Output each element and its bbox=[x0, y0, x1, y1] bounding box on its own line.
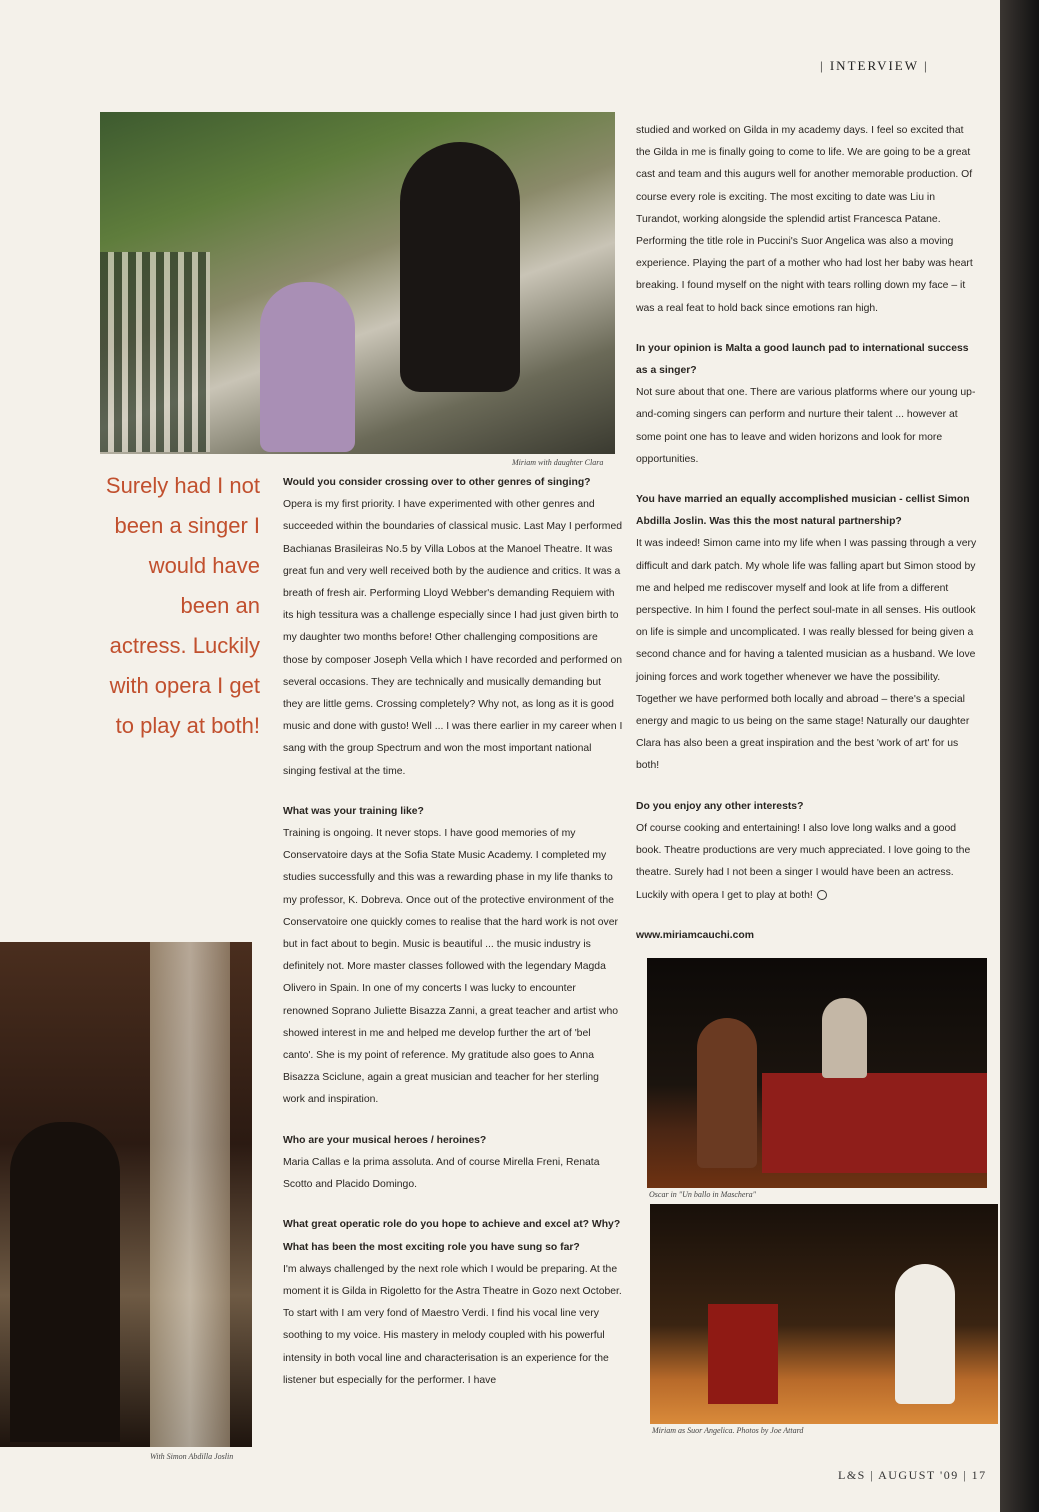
figure-singer bbox=[697, 1018, 757, 1168]
qa-block bbox=[283, 1130, 623, 1197]
photo-caption-opera1: Oscar in "Un ballo in Maschera" bbox=[649, 1190, 756, 1199]
answer: It was indeed! Simon came into my life when I was passing through a very difficult and dark patch. My whole life was falling apart but Simon stood by me and helped me rediscover myself and look at life from a different perspective. In him I found the perfect soul-mate in all senses. His outlook on life is simple and uncomplicated. I was really blessed for being given a second chance and for having a talented musician as a husband. We love joining forces and work together whenever we have the possibility. Together we have performed both locally and abroad – there's a special energy and magic to us being on the same stage! Naturally our daughter Clara has also been a great inspiration and the best 'work of art' for us both! bbox=[636, 538, 977, 772]
figure-singer bbox=[822, 998, 867, 1078]
end-mark-icon bbox=[817, 890, 827, 900]
qa-block bbox=[283, 1214, 623, 1392]
page-footer: L&S | AUGUST '09 | 17 bbox=[838, 1468, 987, 1482]
photo-opera-ballo bbox=[647, 958, 987, 1188]
question: Would you consider crossing over to other genres of singing? bbox=[283, 477, 591, 488]
article-column-middle bbox=[283, 472, 623, 1410]
altar-shape bbox=[708, 1304, 778, 1404]
website bbox=[636, 925, 978, 947]
qa-block bbox=[283, 472, 623, 783]
qa-block bbox=[636, 338, 978, 471]
figure-man bbox=[10, 1122, 120, 1442]
qa-block bbox=[636, 489, 978, 778]
question: What great operatic role do you hope to achieve and excel at? Why? What has been the most exciting role you have sung so far? bbox=[283, 1219, 621, 1253]
question: Who are your musical heroes / heroines? bbox=[283, 1134, 487, 1146]
photo-caption-left: With Simon Abdilla Joslin bbox=[150, 1452, 234, 1461]
question: You have married an equally accomplished musician - cellist Simon Abdilla Joslin. Was this the most natural partnership? bbox=[636, 494, 970, 528]
website-url[interactable]: www.miriamcauchi.com bbox=[636, 929, 754, 941]
page-edge-shadow bbox=[1000, 0, 1039, 1512]
figure-mother bbox=[400, 142, 520, 392]
question: What was your training like? bbox=[283, 805, 424, 817]
article-column-right bbox=[636, 120, 978, 965]
answer: Not sure about that one. There are various platforms where our young up-and-coming singers can perform and nurture their talent ... however at some point one has to leave and widen horizons and look for more opportunities. bbox=[636, 387, 976, 465]
pull-quote: Surely had I not been a singer I would have been an actress. Luckily with opera I get to play at both! bbox=[105, 473, 260, 738]
section-header: | INTERVIEW | bbox=[820, 58, 929, 73]
qa-block bbox=[636, 120, 978, 320]
answer: Maria Callas e la prima assoluta. And of course Mirella Freni, Renata Scotto and Placido Domingo. bbox=[283, 1156, 600, 1191]
pillar-shape bbox=[150, 942, 230, 1447]
figure-nun bbox=[895, 1264, 955, 1404]
answer: Training is ongoing. It never stops. I have good memories of my Conservatoire days at the Sofia State Music Academy. I completed my studies successfully and this was a rewarding phase in my life thanks to my professor, K. Dobreva. Once out of the protective environment of the Conservatoire one quickly comes to realise that the hard work is not over but in fact about to begin. Music is beautiful ... the music industry is definitely not. More master classes followed with the legendary Magda Olivero in Spain. In one of my concerts I was lucky to encounter renowned Soprano Juliette Bisazza Zanni, a great teacher and artist who showed interest in me and helped me develop further the art of 'bel canto'. She is my point of reference. My gratitude also goes to Anna Bisazza Sciclune, again a great musician and teacher for her sterling work and inspiration. bbox=[283, 828, 619, 1106]
answer: studied and worked on Gilda in my academy days. I feel so excited that the Gilda in me is finally going to come to life. We are going to be a great cast and team and this augurs well for another memorable production. Of course every role is exciting. The most exciting to date was Liu in Turandot, working alongside the splendid artist Francesca Patane. Performing the title role in Puccini's Suor Angelica was also a moving experience. Playing the part of a mother who had lost her baby was heart breaking. I found myself on the night with tears rolling down my face – it was a real feat to hold back since emotions ran high. bbox=[636, 125, 973, 314]
red-table-shape bbox=[762, 1073, 987, 1173]
photo-mother-daughter bbox=[100, 112, 615, 454]
qa-block bbox=[283, 801, 623, 1112]
fence-shape bbox=[100, 252, 210, 452]
answer: Opera is my first priority. I have experimented with other genres and succeeded within the boundaries of classical music. Last May I performed Bachianas Brasileiras No.5 by Villa Lobos at the Manoel Theatre. It was great fun and very well received both by the audience and critics. It was a breath of fresh air. Performing Lloyd Webber's demanding Requiem with its high tessitura was a challenge especially since I had just given birth to my daughter two months before! Other challenging compositions are those by composer Joseph Vella which I have recorded and performed on several occasions. They are technically and musically demanding but they are little gems. Crossing completely? Why not, as long as it is good music and done with gusto! Well ... I was there earlier in my career when I sang with the group Spectrum and won the most important national singing festival at the time. bbox=[283, 499, 623, 777]
photo-opera-angelica bbox=[650, 1204, 998, 1424]
question: Do you enjoy any other interests? bbox=[636, 800, 804, 812]
figure-daughter bbox=[260, 282, 355, 452]
photo-with-simon bbox=[0, 942, 252, 1447]
question: In your opinion is Malta a good launch pad to international success as a singer? bbox=[636, 342, 969, 377]
answer: Of course cooking and entertaining! I also love long walks and a good book. Theatre productions are very much appreciated. I love going to the theatre. Surely had I not been a singer I would have been an actress. Luckily with opera I get to play at both! bbox=[636, 822, 971, 901]
photo-caption-opera2: Miriam as Suor Angelica. Photos by Joe Attard bbox=[652, 1426, 804, 1435]
answer: I'm always challenged by the next role which I would be preparing. At the moment it is Gilda in Rigoletto for the Astra Theatre in Gozo next October. To start with I am very fond of Maestro Verdi. I find his vocal line very soothing to my voice. His mastery in melody coupled with his powerful intensity in both vocal line and characterisation is an experience for the listener but especially for the performer. I have bbox=[283, 1263, 622, 1386]
photo-caption-top: Miriam with daughter Clara bbox=[512, 458, 604, 467]
qa-block bbox=[636, 796, 978, 907]
